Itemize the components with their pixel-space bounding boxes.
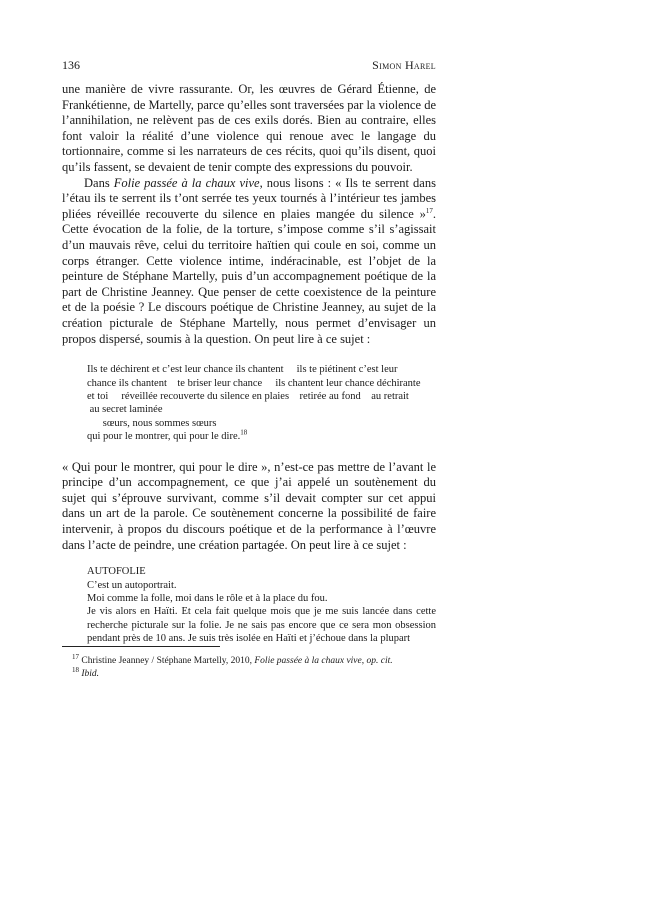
block-quote-poem — [87, 363, 436, 443]
footnote-divider — [62, 646, 220, 647]
page-body — [62, 82, 436, 646]
footnote-work-title: Folie passée à la chaux vive — [254, 656, 362, 666]
poem-line: et toi réveillée recouverte du silence en plaies retirée au fond au retrait — [87, 390, 409, 402]
footnote-number: 17 — [72, 652, 79, 661]
poem-line: chance ils chantent te briser leur chance ils chantent leur chance déchirante — [87, 377, 421, 389]
running-head-author: Simon Harel — [372, 58, 436, 72]
footnote-18 — [62, 665, 436, 681]
paragraph-2 — [62, 176, 436, 348]
paragraph-1: une manière de vivre rassurante. Or, les œuvres de Gérard Étienne, de Frankétienne, de Martelly, parce qu’elles sont traversées par la violence de l’annihilation, ne relèvent pas de ces exils dorés. Bien au contraire, elles font valoir la réalité d’une violence qui renoue avec le langage du tortionnaire, comme si les narrateurs de ces récits, quoi qu’ils disent, quoi qu’ils fassent, se devaient de tenir compte des expressions du pouvoir. — [62, 82, 436, 174]
footnote-ref-17[interactable]: 17 — [425, 206, 433, 215]
quote-line: Moi comme la folle, moi dans le rôle et à la place du fou. — [87, 592, 328, 604]
poem-line: au secret laminée — [87, 404, 163, 416]
quote-line: Je vis alors en Haïti. Et cela fait quelque mois que je me suis lancée dans cette recherche picturale sur la folie. Je ne sais pas encore que ce sera mon obsession pendant près de 10 ans. Je suis très isolée en Haïti et j’échoue dans la plupart — [87, 606, 436, 645]
footnote-sep: , — [361, 656, 367, 666]
paragraph-2-quote: , nous lisons : « Ils te serrent dans l’étau ils te serrent ils t’ont serrée tes yeux tournés à l’intérieur tes jambes pliées réveillée recouverte du silence en plaies mangée du silence » — [62, 175, 436, 221]
footnote-text: Ibid. — [81, 669, 100, 679]
quote-heading: AUTOFOLIE — [87, 566, 146, 578]
footnote-number: 18 — [72, 665, 79, 674]
footnote-text: Christine Jeanney / Stéphane Martelly, 2010, — [81, 656, 255, 666]
block-quote-autofolie — [87, 565, 436, 645]
quote-line: C’est un autoportrait. — [87, 579, 177, 591]
poem-line-last — [87, 430, 436, 443]
work-title: Folie passée à la chaux vive — [113, 175, 260, 190]
poem-line: sœurs, nous sommes sœurs — [87, 417, 217, 429]
page-header — [62, 58, 436, 74]
poem-line-text: qui pour le montrer, qui pour le dire. — [87, 431, 241, 443]
paragraph-3: « Qui pour le montrer, qui pour le dire », n’est-ce pas mettre de l’avant le principe d’un accompagnement, ce que j’ai appelé un soutènement du sujet qui s’éprouve survivant, comme s’il devait compter sur cet appui dans un art de la parole. Ce soutènement concerne la possibilité de faire intervenir, à propos du discours poétique et de la performance à l’œuvre dans l’acte de peindre, une création partagée. On peut lire à ce sujet : — [62, 459, 436, 552]
footnote-ref-18[interactable]: 18 — [240, 428, 248, 437]
footnote-op-cit: op. cit. — [366, 656, 393, 666]
poem-line: Ils te déchirent et c’est leur chance ils chantent ils te piétinent c’est leur — [87, 364, 398, 376]
paragraph-2-rest: . Cette évocation de la folie, de la torture, s’impose comme s’il s’agissait d’un mauvais rêve, celui du territoire haïtien qui coule en soi, comme un corps étranger. Cette violence intime, indéracinable, est l’objet de la peinture de Stéphane Martelly, puis d’un accompagnement poétique de la part de Christine Jeanney. Que penser de cette coexistence de la peinture et de la poésie ? Le discours poétique de Christine Jeanney, au sujet de la création picturale de Stéphane Martelly, nous permet d’envisager un propos dispersé, soumis à la question. On peut lire à ce sujet : — [62, 206, 436, 346]
paragraph-2-lead: Dans — [84, 175, 114, 190]
footnote-17 — [62, 652, 436, 668]
footnotes — [62, 652, 436, 681]
page-number: 136 — [62, 58, 80, 72]
